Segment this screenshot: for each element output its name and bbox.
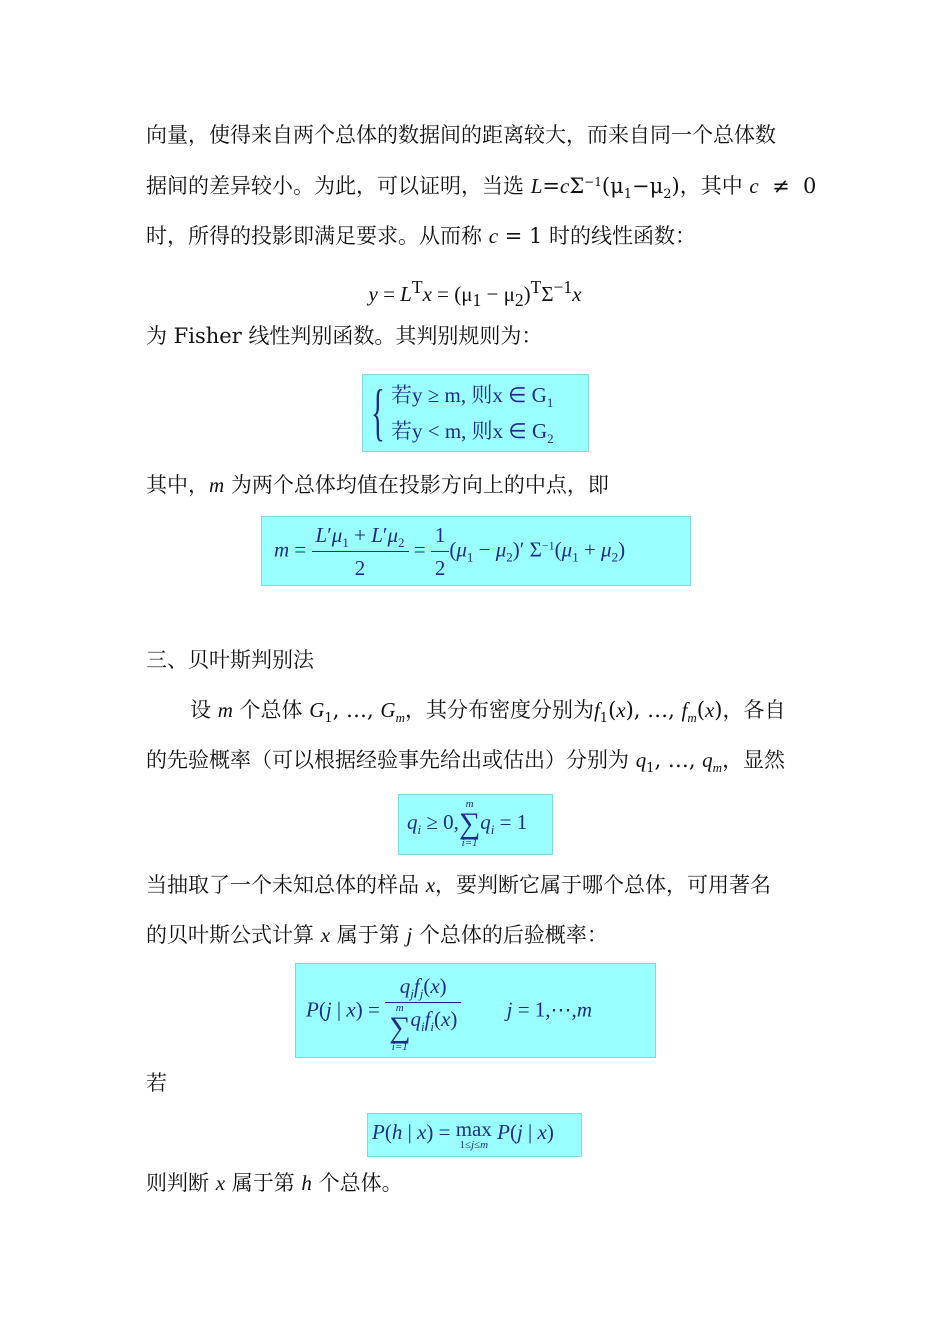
max-posterior-box xyxy=(367,1113,582,1157)
text-line: 时，所得的投影即满足要求。从而称 c = 1 时的线性函数： xyxy=(146,224,696,248)
brace-symbol: { xyxy=(371,376,385,447)
text-line: 其中，m 为两个总体均值在投影方向上的中点，即 xyxy=(146,473,609,497)
prior-constraint-box xyxy=(398,794,553,855)
text-line: 的先验概率（可以根据经验事先给出或估出）分别为 $q_1$, …, $q_m$，显然 xyxy=(146,748,786,776)
rule-line-2: 若y < m, 则x ∈ $G_2$ xyxy=(391,419,554,446)
section-heading: 三、贝叶斯判别法 xyxy=(146,648,314,672)
text-line: 据间的差异较小。为此，可以证明，当选 $L=c\Sigma^{-1}(\mu_1-\mu_2)$，其中 c ≠ 0 xyxy=(146,174,817,202)
text-line: 设 m 个总体 $G_1$, …, $G_m$，其分布密度分别为$f_1(x)$, …, $f_m(x)$，各自 xyxy=(190,698,786,726)
bayes-formula-box xyxy=(295,963,656,1058)
rule-line-1: 若y ≥ m, 则x ∈ $G_1$ xyxy=(391,383,554,410)
midpoint-formula: m = $\frac{L'\mu_1 + L'\mu_2}{2}$ = $\frac{1}{2}$ $(\mu_1 - \mu_2)'$ $\Sigma^{-1}(\mu_1 + \mu_2)$ xyxy=(274,519,625,584)
text-line: 为 Fisher 线性判别函数。其判别规则为： xyxy=(146,324,543,348)
text-line: 若 xyxy=(146,1071,167,1095)
midpoint-formula-box xyxy=(261,516,691,586)
prior-constraint-formula: $q_i \ge 0$, m ∑ i=1 $q_i = 1$ xyxy=(407,798,528,849)
max-posterior-formula: P(h | x) = max 1≤j≤m P(j | x) xyxy=(372,1117,554,1151)
text-line: 向量，使得来自两个总体的数据间的距离较大，而来自同一个总体数 xyxy=(146,123,776,147)
decision-rule-box xyxy=(362,374,589,452)
fisher-formula: $y = L^Tx = (\mu_1 - \mu_2)^T\Sigma^{-1}x$ xyxy=(368,277,582,311)
bayes-formula: P(j | x) = $q_jf_j(x)$ m ∑ i=1 $q_if_i(x)$ j = 1,⋯,m xyxy=(306,970,592,1053)
text-line: 则判断 x 属于第 h 个总体。 xyxy=(146,1171,403,1195)
text-line: 的贝叶斯公式计算 x 属于第 j 个总体的后验概率： xyxy=(146,923,608,947)
text-line: 当抽取了一个未知总体的样品 x，要判断它属于哪个总体，可用著名 xyxy=(146,873,772,897)
